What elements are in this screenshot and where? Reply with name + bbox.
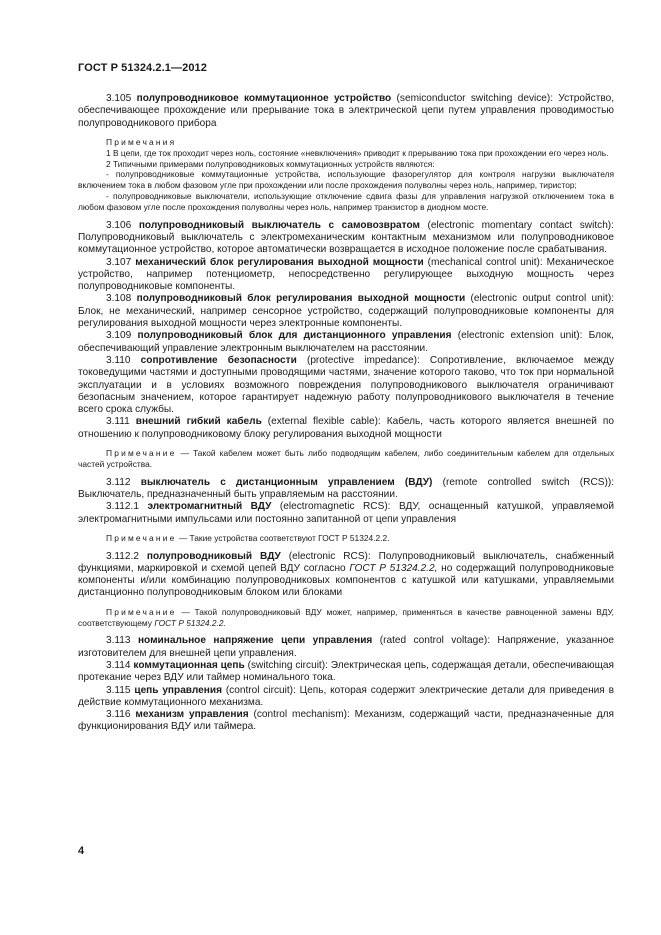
note-text: — Такие устройства соответствуют ГОСТ Р 51324.2.2. [178, 532, 390, 543]
definition-text: (electromagnetic RCS): ВДУ, оснащенный катушкой, управляемой электромагнитными импульсами или постоянно запитанной от цепи управления [78, 501, 615, 525]
term: выключатель с дистанционным управлением (ВДУ) [140, 476, 433, 488]
note-3-111 [78, 448, 614, 470]
definition-text: (control circuit): Цепь, которая содержит электрические детали для приведения в действие коммутационного механизма. [78, 684, 614, 708]
definition-3-108 [78, 293, 614, 330]
document-header: ГОСТ Р 51324.2.1—2012 [78, 62, 207, 74]
page-number: 4 [78, 845, 85, 857]
clause-number: 3.105 [106, 93, 132, 104]
definition-text: (semiconductor switching device): Устройство, обеспечивающее прохождение или прерывание тока в электрической цепи путем управления проводимостью полупроводникового прибора [78, 93, 614, 129]
definition-text: (control mechanism): Механизм, содержащий части, предназначенные для функционирования ВДУ или таймера. [78, 709, 614, 733]
document-body [78, 93, 614, 734]
definition-3-115 [78, 685, 614, 710]
clause-number: 3.108 [106, 293, 132, 305]
term: цепь управления [134, 684, 222, 696]
clause-number: 3.107 [106, 256, 132, 268]
clause-number: 3.109 [106, 330, 132, 342]
definition-3-112 [78, 477, 614, 502]
definition-text: (electronic extension unit): Блок, обеспечивающий управление электронным выключателем на расстоянии. [78, 330, 614, 354]
term: внешний гибкий кабель [135, 416, 262, 428]
clause-number: 3.112.2 [106, 550, 139, 562]
note-text: — Такой полупроводниковый ВДУ может, например, применяться в качестве равноценной замены ВДУ, соответствующему [78, 606, 614, 628]
term: сопротивление безопасности [140, 354, 297, 366]
clause-number: 3.116 [106, 709, 131, 721]
definition-text: (switching circuit): Электрическая цепь, содержащая детали, обеспечивающая протекание через ВДУ или таймер номинального тока. [78, 659, 615, 684]
clause-number: 3.111 [106, 416, 130, 428]
clause-number: 3.110 [106, 354, 131, 366]
definition-3-107 [78, 257, 614, 294]
term: полупроводниковый блок регулирования выходной мощности [136, 293, 466, 305]
term: коммутационная цепь [133, 659, 245, 671]
definition-3-113 [78, 635, 614, 660]
term: электромагнитный ВДУ [147, 501, 272, 513]
definition-text: (electronic momentary contact switch): Полупроводниковый выключатель с электромеханическим контактным механизмом или полупроводниковое коммутационное устройство, которое автоматически возвращается в исходное положение после срабатывания. [78, 219, 614, 256]
definition-3-116 [78, 709, 614, 734]
term: механизм управления [135, 709, 249, 721]
definition-text: но содержащий полупроводниковые компоненты и/или комбинацию полупроводниковых компонентов с катушкой или катушками, управляемыми дистанционно полупроводниковым блоком или блоками [78, 562, 614, 599]
term: номинальное напряжение цепи управления [137, 635, 373, 647]
note-2: 2 Типичными примерами полупроводниковых коммутационных устройств являются: [106, 158, 435, 169]
note-label: Примечание [106, 532, 177, 543]
definition-3-106 [78, 220, 614, 257]
term: полупроводниковый блок для дистанционного управления [137, 330, 452, 342]
definition-text: (mechanical control unit): Механическое устройство, например потенциометр, непосредственно регулирующее выходную мощность через полупроводниковые компоненты. [78, 256, 614, 293]
note-3-112-1 [78, 533, 614, 544]
note-2a: - полупроводниковые коммутационные устройства, использующие фазорегулятор для контроля нагрузки выключателя включением тока в любом фазовом угле при прохождении или после прохождения полуволны через ноль, например, тиристор; [78, 169, 614, 191]
notes-heading: Примечания [106, 136, 177, 147]
definition-text: (protective impedance): Сопротивление, включаемое между токоведущими частями и доступными проводящими частями, значение которого таково, что ток при нормальной эксплуатации и в условиях возможного повреждения полупроводникового выключателя ограничивают безопасным значением, которое гарантирует надежную работу полупроводникового выключателя в течение всего срока службы. [78, 354, 614, 416]
definition-3-109 [78, 330, 614, 355]
note-label: Примечание [106, 448, 177, 459]
definition-text: (rated control voltage): Напряжение, указанное изготовителем для внешней цепи управления. [78, 635, 614, 659]
clause-number: 3.106 [106, 219, 132, 231]
term: полупроводниковое коммутационное устройство [136, 93, 392, 104]
definition-text: (electronic RCS): Полупроводниковый выключатель, снабженный функциями, маркировкой и схемой цепей ВДУ согласно [78, 550, 614, 574]
definition-3-110 [78, 355, 614, 416]
note-2b: - полупроводниковые выключатели, использующие отключение сдвига фазы для управления нагрузкой отключением тока в любом фазовом угле после прохождения полуволны через ноль, например транзистор в диодном мосте. [78, 191, 614, 212]
note-label: Примечание [106, 606, 177, 617]
definition-3-111 [78, 416, 614, 441]
clause-number: 3.114 [106, 659, 131, 671]
clause-number: 3.112 [106, 476, 131, 488]
definition-text: (external flexible cable): Кабель, часть которого является внешней по отношению к полупроводниковому блоку регулирования выходной мощности [78, 416, 614, 440]
clause-number: 3.113 [106, 635, 131, 647]
standard-reference: ГОСТ Р 51324.2.2. [154, 617, 226, 628]
term: полупроводниковый ВДУ [146, 550, 281, 562]
standard-reference: ГОСТ Р 51324.2.2, [349, 562, 438, 574]
clause-number: 3.112.1 [106, 501, 139, 513]
definition-3-114 [78, 660, 614, 685]
note-3-112-2 [78, 607, 614, 629]
note-text: — Такой кабелем может быть либо подводящим кабелем, либо соединительным кабелем для отдельных частей устройства. [78, 448, 615, 469]
definition-3-112-2 [78, 551, 614, 600]
term: полупроводниковый выключатель с самовозвратом [138, 219, 420, 231]
definition-3-105 [78, 93, 614, 130]
note-1: 1 В цепи, где ток проходит через ноль, состояние «невключения» приводит к прерыванию тока при прохождении его через ноль. [106, 147, 609, 158]
clause-number: 3.115 [106, 684, 131, 696]
definition-text: (remote controlled switch (RCS)): Выключатель, предназначенный быть управляемым на расстоянии. [78, 476, 615, 500]
definition-text: (electronic output control unit): Блок, не механический, например сенсорное устройство, содержащий полупроводниковые компоненты для регулирования выходной мощности через электронные компоненты. [78, 293, 614, 330]
term: механический блок регулирования выходной мощности [135, 256, 424, 268]
definition-3-112-1 [78, 501, 614, 526]
